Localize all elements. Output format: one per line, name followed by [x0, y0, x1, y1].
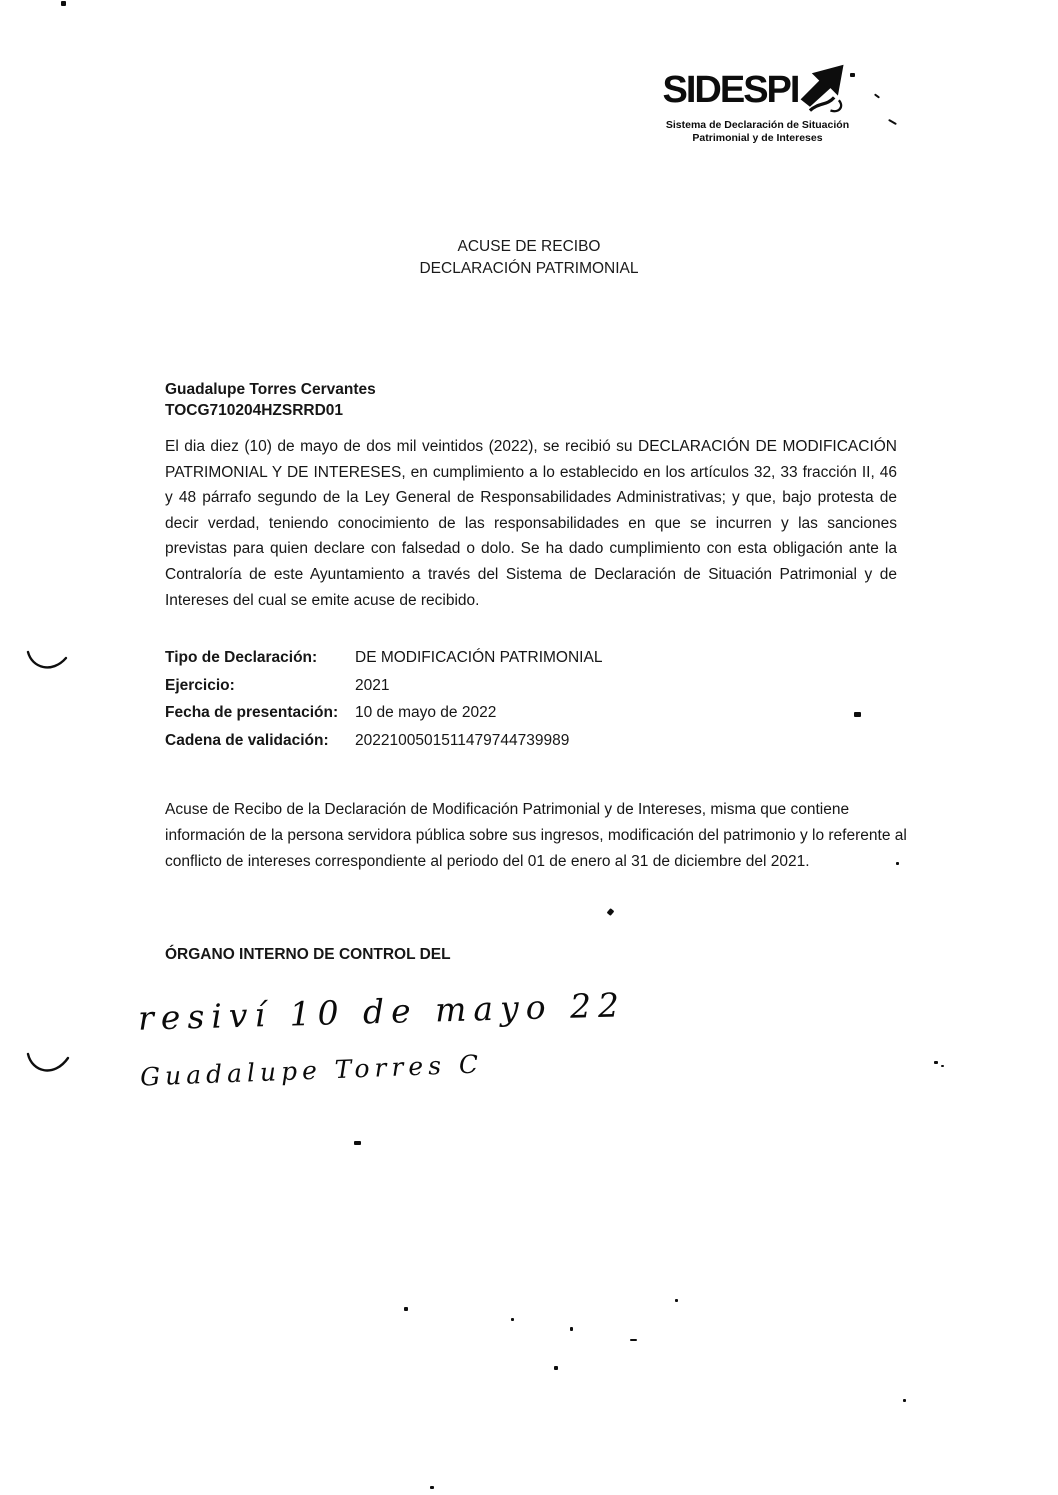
scan-noise-speck	[874, 93, 880, 98]
scan-noise-speck	[570, 1327, 573, 1331]
pen-curve-mark-bottom	[24, 1048, 72, 1082]
scan-noise-speck	[554, 1366, 558, 1370]
detail-label: Ejercicio:	[165, 676, 235, 694]
detail-row-cadena	[165, 727, 602, 755]
sidespi-logo	[645, 70, 870, 144]
detail-label: Fecha de presentación:	[165, 704, 339, 721]
detail-row-tipo	[165, 644, 602, 672]
detail-value: 2021	[355, 676, 390, 694]
detail-value: 10 de mayo de 2022	[355, 704, 497, 721]
scan-noise-speck	[888, 119, 897, 125]
scan-noise-speck	[61, 1, 66, 6]
detail-label: Tipo de Declaración:	[165, 649, 318, 666]
pen-curve-mark-top	[24, 646, 70, 678]
scan-noise-speck	[903, 1399, 906, 1402]
detail-value: 2022100501511479744739989	[355, 731, 570, 749]
document-title	[0, 236, 1058, 280]
detail-value: DE MODIFICACIÓN PATRIMONIAL	[355, 649, 603, 666]
body-paragraph-2: Acuse de Recibo de la Declaración de Modificación Patrimonial y de Intereses, misma que contiene información de la persona servidora pública sobre sus ingresos, modificación del patrimonio y lo referente al conflicto de intereses correspondiente al periodo del 01 de enero al 31 de diciembre del 2021.	[165, 801, 907, 870]
declaration-details	[165, 644, 602, 754]
recipient-name: Guadalupe Torres Cervantes	[165, 381, 376, 398]
detail-label: Cadena de validación:	[165, 731, 329, 749]
scan-noise-speck	[430, 1486, 434, 1489]
handwritten-receipt-note: resiví 10 de mayo 22	[137, 985, 627, 1038]
detail-row-ejercicio	[165, 672, 602, 700]
recipient-block	[165, 380, 376, 421]
body-paragraph-1: El dia diez (10) de mayo de dos mil veintidos (2022), se recibió su DECLARACIÓN DE MODIFICACIÓN PATRIMONIAL Y DE INTERESES, en cumplimiento a lo establecido en los artículos 32, 33 fracción II, 46 y 48 párrafo segundo de la Ley General de Responsabilidades Administrativas; y que, bajo protesta de decir verdad, teniendo conocimiento de las responsabilidades en que se incurren y las sanciones previstas para quien declare con falsedad o dolo. Se ha dado cumplimiento con esta obligación ante la Contraloría de este Ayuntamiento a través del Sistema de Declaración de Situación Patrimonial y de Intereses del cual se emite acuse de recibido.	[165, 438, 897, 609]
handwritten-signature: Guadalupe Torres C	[139, 1049, 484, 1092]
document-title-line2: DECLARACIÓN PATRIMONIAL	[419, 260, 639, 277]
scan-noise-speck	[934, 1061, 938, 1064]
arrow-up-right-icon	[794, 62, 852, 118]
scan-noise-speck	[854, 712, 861, 717]
detail-row-fecha	[165, 699, 602, 727]
document-title-line1: ACUSE DE RECIBO	[457, 238, 601, 255]
scan-noise-speck	[404, 1307, 408, 1311]
scan-noise-speck	[354, 1141, 361, 1145]
scan-noise-speck	[850, 73, 855, 77]
organo-interno-heading: ÓRGANO INTERNO DE CONTROL DEL	[165, 946, 451, 963]
scan-noise-speck	[511, 1318, 514, 1321]
scan-noise-speck	[896, 862, 899, 865]
scan-noise-speck	[630, 1339, 637, 1341]
logo-tagline-line1: Sistema de Declaración de Situación	[665, 119, 850, 131]
scan-noise-speck	[675, 1299, 678, 1302]
recipient-curp: TOCG710204HZSRRD01	[165, 401, 344, 419]
scan-noise-speck	[607, 908, 615, 916]
scan-noise-speck	[941, 1065, 944, 1067]
sidespi-brand-text: SIDESPI	[662, 69, 799, 111]
logo-tagline-line2: Patrimonial y de Intereses	[692, 131, 823, 144]
